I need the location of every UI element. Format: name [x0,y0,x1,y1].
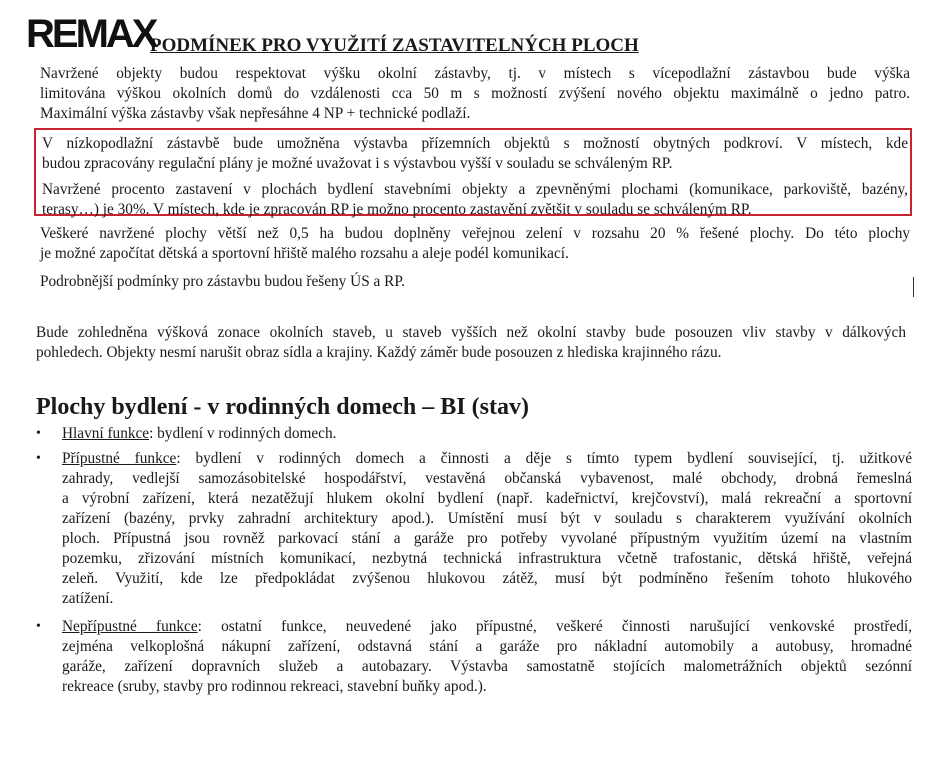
list-item-label: Nepřípustné funkce [62,618,198,635]
section-heading-text: PODMÍNEK PRO VYUŽITÍ ZASTAVITELNÝCH PLOCH [149,35,639,56]
list-item-text: : bydlení v rodinných domech. [149,425,337,442]
text-line: garáže, zařízení dopravních služeb a autobazary. Výstavba samostatně stojících malometrážních objektů sezónní [62,658,912,675]
paragraph-height-limits [40,64,910,124]
text-cursor [913,277,914,297]
text-line: je možné započítat dětská a sportovní hřiště malého rozsahu a aleje podél komunikací. [40,245,569,262]
list-item-permitted-functions [36,449,912,609]
text-line: V nízkopodlažní zástavbě bude umožněna výstavba přízemních objektů s možností obytných podkroví. V místech, kde [42,135,908,152]
text-line: zatížení. [62,590,114,607]
function-list [36,424,912,697]
text-line: ploch. Přípustná jsou rovněž parkovací stání a garáže pro potřeby vyvolané přípustným využitím území na vlastním [62,530,912,547]
text-line: pozemku, zřizování místních komunikací, nezbytná technická infrastruktura včetně trafostanic, dětská hřiště, veřejná [62,550,912,567]
section-heading-housing: Plochy bydlení - v rodinných domech – BI (stav) [36,394,529,420]
text-line: zahrady, vedlejší samozásobitelské hospodářství, vestavěná občanská vybavenost, malé obchody, drobná řemeslná [62,470,912,487]
text-line: Maximální výška zástavby však nepřesáhne 4 NP + technické podlaží. [40,105,471,122]
highlight-box [34,128,912,216]
paragraph-coverage-percent [42,180,908,220]
text-line: rekreace (sruby, stavby pro rodinnou rekreaci, stavební buňky apod.). [62,678,487,695]
text-line: Veškeré navržené plochy větší než 0,5 ha budou doplněny veřejnou zelení v rozsahu 20 % řešené plochy. Do této plochy [40,225,910,242]
text-line: limitována výškou okolních domů do vzdálenosti cca 50 m s možností zvýšení nového objektu maximálně o jedno patro. [40,85,910,102]
list-item-prohibited-functions [36,617,912,697]
bullet-icon: • [36,426,41,441]
text-line: Navržené procento zastavení v plochách bydlení stavebními objekty a zpevněnými plochami (komunikace, parkoviště, bazény, [42,181,908,198]
text-line: zejména velkoplošná nákupní zařízení, odstavná stání a garáže pro nákladní automobily a autobusy, hromadné [62,638,912,655]
bullet-icon: • [36,619,41,634]
list-item-label: Hlavní funkce [62,425,150,442]
paragraph-detailed-conditions [40,272,910,292]
list-item-main-function [36,424,912,444]
text-line: a výrobní zařízení, která nezatěžují hlukem okolní bydlení (např. kadeřnictví, krejčovství), malá rekreační a sportovní [62,490,912,507]
text-line: : ostatní funkce, neuvedené jako přípustné, veškeré činnosti narušující venkovské prostředí, [197,618,912,635]
text-line: Podrobnější podmínky pro zástavbu budou řešeny ÚS a RP. [40,273,405,290]
paragraph-low-rise [42,134,908,174]
text-line: terasy…) je 30%. V místech, kde je zpracován RP je možno procento zastavění zvětšit v souladu se schváleným RP. [42,201,752,218]
paragraph-height-zoning [36,323,906,363]
text-line: pohledech. Objekty nesmí narušit obraz sídla a krajiny. Každý záměr bude posouzen z hlediska krajinného rázu. [36,344,722,361]
paragraph-public-greenery [40,224,910,264]
text-line: : bydlení v rodinných domech a činnosti a děje s tímto typem bydlení související, tj. užitkové [176,450,912,467]
text-line: budou zpracovány regulační plány je možné uvažovat i s výstavbou vyšší v souladu se schváleným RP. [42,155,673,172]
text-line: zeleň. Využití, kde lze předpokládat zvýšenou hlukovou zátěž, musí být podmíněno řešením tohoto hlukového [62,570,912,587]
bullet-icon: • [36,451,41,466]
remax-logo: REMAX [26,12,156,56]
text-line: zařízení (bazény, prvky zahradní architektury apod.). Umístění musí být v souladu s charakterem využívání okolních [62,510,912,527]
text-line: Navržené objekty budou respektovat výšku okolní zástavby, tj. v místech s vícepodlažní zástavbou bude výška [40,65,910,82]
list-item-label: Přípustné funkce [62,450,177,467]
text-line: Bude zohledněna výšková zonace okolních staveb, u staveb vyšších než okolní stavby bude posouzen vliv stavby v dálkových [36,324,906,341]
